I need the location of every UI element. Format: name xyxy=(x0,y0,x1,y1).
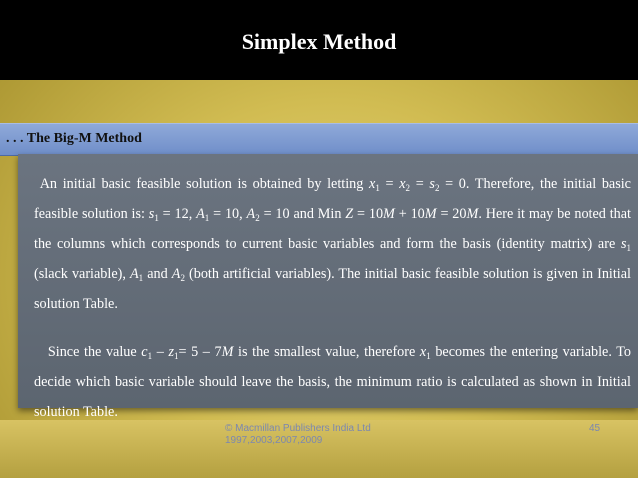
copyright-footer: © Macmillan Publishers India Ltd 1997,2003,2007,2009 xyxy=(225,423,371,446)
page-number: 45 xyxy=(589,423,601,434)
title-bar xyxy=(0,0,638,80)
subheading-bar xyxy=(0,123,638,156)
paragraph-1: An initial basic feasible solution is obtained by letting $x_1 = x_2 = s_2 = 0$. Therefore, the initial basic feasible solution is: $s_1 = 12$, $A_1 = 10$, $A_2 = 10$ and Min Z = 10M + 10M = 20M. Here it may be noted that the columns which corresponds to current basic variables and form the basis (identity matrix) are $s_1$ (slack variable), $A_1$ and $A_2$ (both artificial variables). The initial basic feasible solution is given in Initial solution Table. xyxy=(34,176,631,312)
paragraph-2: Since the value $c_1 - z_1= 5 - 7M$ is the smallest value, therefore $x_1$ becomes the entering variable. To decide which basic variable should leave the basis, the minimum ratio is calculated as shown in Initial solution Table. xyxy=(34,344,632,420)
slide-title: Simplex Method xyxy=(241,29,397,54)
subheading: . . . The Big-M Method xyxy=(6,131,142,146)
